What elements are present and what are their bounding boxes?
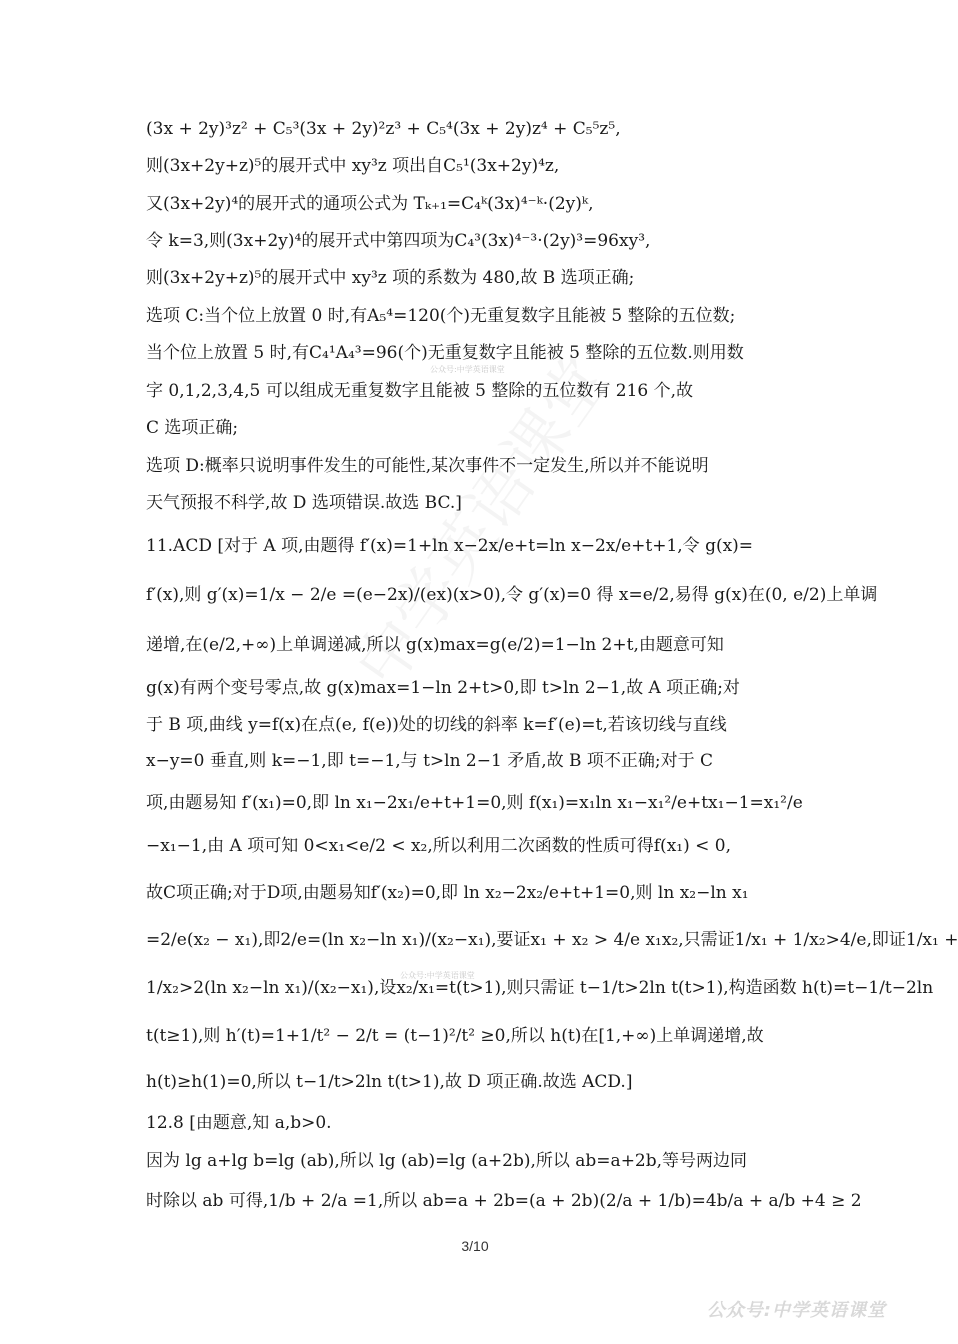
text-line: 11.ACD [对于 A 项,由题得 f′(x)=1+ln x−2x/e+t=ln x−2x/e+t+1,令 g(x)= [146,536,754,556]
text-line: 天气预报不科学,故 D 选项错误.故选 BC.] [146,493,462,513]
text-line: 时除以 ab 可得,1/b + 2/a =1,所以 ab=a + 2b=(a + 2b)(2/a + 1/b)=4b/a + a/b +4 ≥ 2 [146,1191,862,1211]
text-line: x−y=0 垂直,则 k=−1,即 t=−1,与 t>ln 2−1 矛盾,故 B 项不正确;对于 C [146,751,714,771]
text-line: (3x + 2y)³z² + C₅³(3x + 2y)²z³ + C₅⁴(3x + 2y)z⁴ + C₅⁵z⁵, [146,119,621,139]
text-line: h(t)≥h(1)=0,所以 t−1/t>2ln t(t>1),故 D 项正确.故选 ACD.] [146,1072,633,1092]
text-line: 12.8 [由题意,知 a,b>0. [146,1113,332,1133]
text-line: 当个位上放置 5 时,有C₄¹A₄³=96(个)无重复数字且能被 5 整除的五位数.则用数 [146,343,744,363]
text-line: 递增,在(e/2,+∞)上单调递减,所以 g(x)max=g(e/2)=1−ln 2+t,由题意可知 [146,635,724,655]
text-line: 于 B 项,曲线 y=f(x)在点(e, f(e))处的切线的斜率 k=f′(e)=t,若该切线与直线 [146,715,727,735]
text-line: g(x)有两个变号零点,故 g(x)max=1−ln 2+t>0,即 t>ln 2−1,故 A 项正确;对 [146,678,740,698]
text-line: 选项 C:当个位上放置 0 时,有A₅⁴=120(个)无重复数字且能被 5 整除的五位数; [146,306,736,326]
text-line: 因为 lg a+lg b=lg (ab),所以 lg (ab)=lg (a+2b),所以 ab=a+2b,等号两边同 [146,1151,748,1171]
page-number: 3/10 [461,1238,489,1254]
text-line: t(t≥1),则 h′(t)=1+1/t² − 2/t = (t−1)²/t² ≥0,所以 h(t)在[1,+∞)上单调递增,故 [146,1026,764,1046]
text-line: 则(3x+2y+z)⁵的展开式中 xy³z 项出自C₅¹(3x+2y)⁴z, [146,156,560,176]
text-line: =2/e(x₂ − x₁),即2/e=(ln x₂−ln x₁)/(x₂−x₁),要证x₁ + x₂ > 4/e x₁x₂,只需证1/x₁ + 1/x₂>4/e,即证1/x₁ + [146,930,958,950]
text-line: 项,由题易知 f′(x₁)=0,即 ln x₁−2x₁/e+t+1=0,则 f(x₁)=x₁ln x₁−x₁²/e+tx₁−1=x₁²/e [146,793,803,813]
text-line: 1/x₂>2(ln x₂−ln x₁)/(x₂−x₁),设x₂/x₁=t(t>1),则只需证 t−1/t>2ln t(t>1),构造函数 h(t)=t−1/t−2ln [146,978,934,998]
text-line: f′(x),则 g′(x)=1/x − 2/e =(e−2x)/(ex)(x>0),令 g′(x)=0 得 x=e/2,易得 g(x)在(0, e/2)上单调 [146,585,878,605]
corner-watermark: 公众号:中学英语课堂 [706,1300,886,1321]
text-line: 选项 D:概率只说明事件发生的可能性,某次事件不一定发生,所以并不能说明 [146,456,709,476]
text-line: 字 0,1,2,3,4,5 可以组成无重复数字且能被 5 整除的五位数有 216 个,故 [146,381,694,401]
small-watermark: 公众号:中学英语课堂 [400,971,475,980]
small-watermark: 公众号:中学英语课堂 [430,365,505,374]
text-line: 则(3x+2y+z)⁵的展开式中 xy³z 项的系数为 480,故 B 选项正确; [146,268,635,288]
text-line: 又(3x+2y)⁴的展开式的通项公式为 Tₖ₊₁=C₄ᵏ(3x)⁴⁻ᵏ·(2y)ᵏ, [146,194,594,214]
text-line: −x₁−1,由 A 项可知 0<x₁<e/2 < x₂,所以利用二次函数的性质可得f(x₁) < 0, [146,836,731,856]
text-line: 故C项正确;对于D项,由题易知f′(x₂)=0,即 ln x₂−2x₂/e+t+1=0,则 ln x₂−ln x₁ [146,883,749,903]
text-line: C 选项正确; [146,418,239,438]
text-line: 令 k=3,则(3x+2y)⁴的展开式中第四项为C₄³(3x)⁴⁻³·(2y)³=96xy³, [146,231,651,251]
